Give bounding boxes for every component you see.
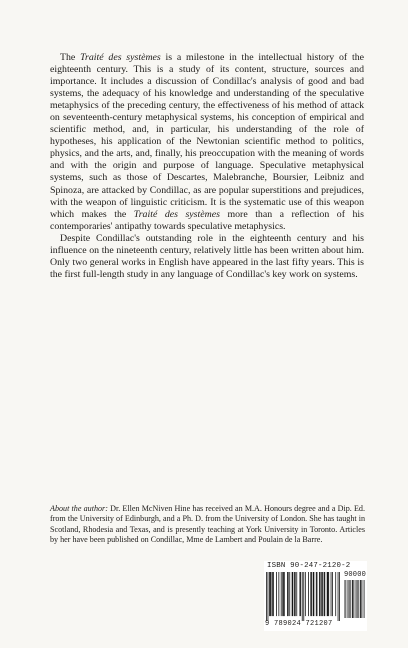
blurb-text-run: more than a reflection of his contemporaries' antipathy towards speculative metaphysics. [50, 208, 364, 232]
barcode-bar [281, 572, 282, 616]
barcode-bar [284, 572, 285, 616]
blurb-text-run: is a milestone in the intellectual history of the eighteenth century. This is a study of its content, structure, sources and importance. It includes a discussion of Condillac's analysis of good and bad systems, the adequacy of his knowledge and understanding of the speculative metaphysics of the preceding century, the effectiveness of his method of attack on seventeenth-century metaphysical systems, his conception of empirical and scientific method, and, in particular, his understanding of the role of hypotheses, his application of the Newtonian scientific method to politics, physics, and the arts, and, finally, his preoccupation with the meaning of words and with the origin and purpose of language. Speculative metaphysical systems, such as those of Descartes, Malebranche, Boursier, Leibniz and Spinoza, are attacked by Condillac, as are popular superstitions and prejudices, with the weapon of linguistic criticism. It is the systematic use of this weapon which makes the [50, 52, 364, 220]
price-addon-digits: 90000 [344, 571, 367, 579]
barcode-bar [324, 572, 325, 616]
ean-digits: 9 789024 721207 [265, 620, 333, 628]
barcode-bar [287, 572, 288, 616]
barcode-bar [271, 572, 272, 616]
blurb-paragraph-2: Despite Condillac's outstanding role in the eighteenth century and his influence on the nineteenth century, relatively little has been written about him. Only two general works in English have appeared in the last fifty years. This is the first full-length study in any language of Condillac's key work on systems. [50, 232, 364, 280]
about-author-label: About the author: [50, 504, 108, 513]
barcode-bar [268, 572, 269, 621]
barcode-bar [338, 572, 339, 621]
barcode-bar [310, 572, 311, 616]
barcode-bar [292, 572, 293, 616]
barcode-bar [288, 572, 289, 616]
barcode-bar [324, 572, 325, 616]
barcode-bar [296, 572, 297, 616]
blurb-text-run: The [60, 52, 81, 63]
barcode-bar [300, 572, 301, 616]
barcode-bar [316, 572, 317, 616]
barcode-bar [321, 572, 322, 616]
barcode-bar [282, 572, 283, 616]
barcode-bar [292, 572, 293, 616]
barcode-bar [308, 572, 309, 616]
about-author-paragraph [50, 504, 365, 545]
barcode-bar [299, 572, 300, 616]
barcode-bar [273, 572, 274, 616]
barcode-bar [335, 572, 336, 616]
barcode-bar [289, 572, 290, 616]
barcode-bar [266, 572, 267, 621]
barcode-bar [278, 572, 279, 616]
barcode-bar [328, 572, 329, 616]
barcode-bar [269, 572, 270, 616]
barcode-bar [311, 572, 312, 616]
barcode-bar [332, 572, 333, 616]
price-addon-barcode [344, 580, 365, 618]
isbn-number: ISBN 90-247-2120-2 [267, 562, 351, 570]
barcode-bar [320, 572, 321, 616]
barcode-bar [283, 572, 284, 616]
barcode-bar [327, 572, 328, 616]
barcode-bar [303, 572, 304, 621]
barcode-bar [339, 572, 340, 621]
barcode-bar [322, 572, 323, 616]
barcode-bar [305, 572, 306, 616]
barcode-bar [270, 572, 271, 616]
isbn-barcode-label [264, 561, 367, 631]
book-title-italic: Traité des systèmes [133, 208, 220, 220]
barcode-bar [302, 572, 303, 621]
about-author-section [50, 504, 365, 545]
barcode-bar [319, 572, 320, 616]
blurb-text [50, 52, 364, 281]
barcode-bar [295, 572, 296, 616]
barcode-bar [272, 572, 273, 616]
book-title-italic: Traité des systèmes [80, 52, 161, 63]
barcode-bar [313, 572, 314, 616]
barcode-bar [331, 572, 332, 616]
about-author-text: Dr. Ellen McNiven Hine has received an M.A. Honours degree and a Dip. Ed. from the University of Edinburgh, and a Ph. D. from the University of London. She has taught in Scotland, Rhodesia and Texas, and is presently teaching at York University in Toronto. Articles by her have been published on Condillac, Mme de Lambert and Poulain de la Barre. [50, 504, 365, 544]
barcode-bar [294, 572, 295, 616]
blurb-paragraph-1 [50, 52, 364, 233]
barcode-bar [328, 572, 329, 616]
ean-barcode [266, 572, 340, 621]
barcode-bar [276, 572, 277, 616]
barcode-bar [317, 572, 318, 616]
barcode-bar [314, 572, 315, 616]
